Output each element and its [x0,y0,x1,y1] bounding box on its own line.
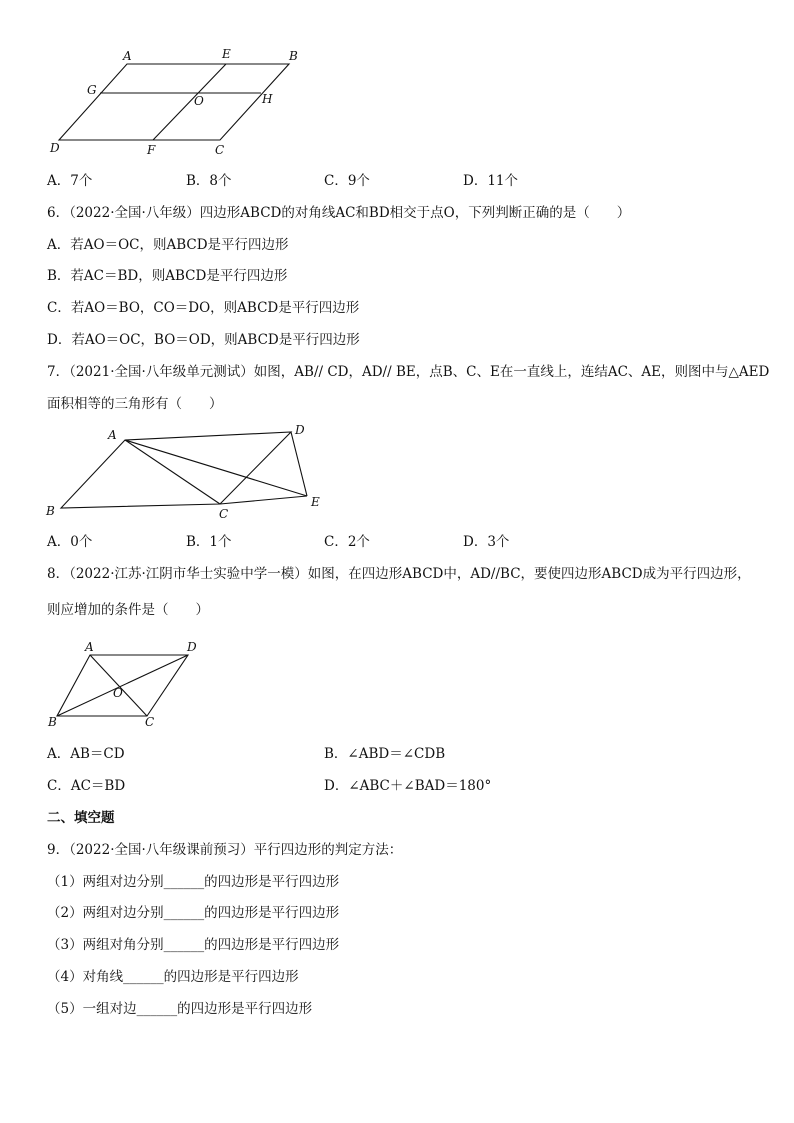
label-d: D [295,423,305,437]
label-b: B [46,504,55,518]
label-f: F [147,143,156,157]
parallelogram-figure-q5 [0,0,794,160]
q8-stem-line1: 8．（2022·江苏·江阴市华士实验中学一模）如图，在四边形ABCD中，AD//BC，要使四边形ABCD成为平行四边形， [47,566,751,582]
q5-option-b[interactable]: B．8个 [186,173,232,189]
segment-de [291,432,307,496]
segment-ae [125,440,307,496]
q8-stem-line2: 则应增加的条件是（ ） [47,602,209,618]
q9-item-5: （5）一组对边______的四边形是平行四边形 [47,1001,313,1017]
label-a: A [85,640,94,654]
label-d: D [187,640,197,654]
label-a: A [123,49,132,63]
label-a: A [108,428,117,442]
q5-option-a[interactable]: A．7个 [47,173,93,189]
q6-option-d[interactable]: D．若AO＝OC，BO＝OD，则ABCD是平行四边形 [47,332,360,348]
q7-stem-line2: 面积相等的三角形有（ ） [47,396,223,412]
label-c: C [145,715,155,729]
q9-item-4: （4）对角线______的四边形是平行四边形 [47,969,299,985]
q9-item-3: （3）两组对角分别______的四边形是平行四边形 [47,937,340,953]
q6-option-a[interactable]: A．若AO＝OC，则ABCD是平行四边形 [47,237,289,253]
segment-ac [125,440,220,504]
q9-stem: 9．（2022·全国·八年级课前预习）平行四边形的判定方法： [47,842,403,858]
q9-item-1: （1）两组对边分别______的四边形是平行四边形 [47,874,340,890]
q9-item-2: （2）两组对边分别______的四边形是平行四边形 [47,905,340,921]
label-h: H [262,92,273,106]
q7-stem-line1: 7．（2021·全国·八年级单元测试）如图，AB// CD，AD// BE，点B、C、E在一直线上，连结AC、AE，则图中与△AED [47,364,770,380]
q8-option-d[interactable]: D．∠ABC＋∠BAD＝180° [324,778,492,794]
label-b: B [48,715,57,729]
shape-abcd [61,432,291,508]
label-g: G [87,83,97,97]
q5-option-c[interactable]: C．9个 [324,173,370,189]
q6-stem: 6．（2022·全国·八年级）四边形ABCD的对角线AC和BD相交于点O，下列判断正确的是（ ） [47,205,631,221]
q8-option-b[interactable]: B．∠ABD＝∠CDB [324,746,446,762]
q7-option-b[interactable]: B．1个 [186,534,232,550]
segment-ce [220,496,307,504]
q7-option-c[interactable]: C．2个 [324,534,370,550]
q7-option-d[interactable]: D．3个 [463,534,510,550]
q7-option-a[interactable]: A．0个 [47,534,93,550]
label-b: B [289,49,298,63]
label-c: C [219,507,229,521]
triangle-figure-q7 [0,420,794,530]
quadrilateral-figure-q8 [0,635,794,729]
q6-option-b[interactable]: B．若AC＝BD，则ABCD是平行四边形 [47,268,288,284]
label-c: C [215,143,225,157]
parallelogram-abcd [59,64,289,140]
section-title-fill-in: 二、填空题 [47,810,115,826]
label-e: E [311,495,320,509]
q5-option-d[interactable]: D．11个 [463,173,519,189]
label-e: E [222,47,231,61]
label-o: O [194,94,204,108]
label-d: D [50,141,60,155]
label-o: O [113,686,123,700]
q8-option-a[interactable]: A．AB＝CD [47,746,125,762]
segment-ef [153,64,226,140]
q6-option-c[interactable]: C．若AO＝BO，CO＝DO，则ABCD是平行四边形 [47,300,360,316]
q8-option-c[interactable]: C．AC＝BD [47,778,126,794]
